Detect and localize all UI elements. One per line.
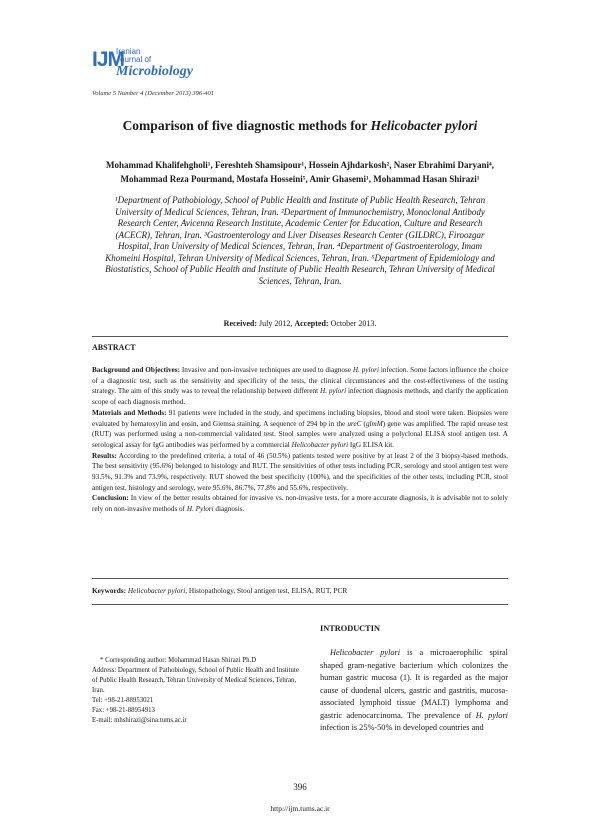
keywords-label: Keywords: bbox=[92, 586, 127, 595]
keywords bbox=[92, 586, 508, 595]
abstract-heading: ABSTRACT bbox=[92, 343, 136, 352]
received-label: Received: bbox=[223, 319, 257, 328]
bg-ital2: H. pylori bbox=[320, 387, 347, 396]
author-line-1: Mohammad Khalifehgholi¹, Fereshteh Shamsipour¹, Hossein Ajhdarkosh², Naser Ebrahimi Daryani⁴, bbox=[105, 160, 494, 170]
divider-bottom bbox=[92, 604, 508, 605]
con-text-2: diagnosis. bbox=[213, 505, 245, 514]
intro-ital1: Helicobacter pylori bbox=[330, 648, 401, 657]
mm-ital3: Helicobacter pylori bbox=[291, 440, 349, 449]
keywords-italic: Helicobacter pylori bbox=[126, 586, 186, 595]
title-text: Comparison of five diagnostic methods for bbox=[122, 118, 371, 133]
divider-mid bbox=[92, 578, 508, 579]
received-dates bbox=[0, 319, 600, 328]
journal-volume: Volume 5 Number 4 (December 2013) 396-401 bbox=[92, 90, 215, 97]
abstract-body bbox=[92, 365, 508, 515]
mm-text-2: ( bbox=[361, 419, 366, 428]
res-label: Results: bbox=[92, 451, 117, 460]
con-label: Conclusion: bbox=[92, 494, 129, 503]
corr-author: * Corresponding author: Mohammad Hasan Shirazi Ph.D bbox=[100, 657, 257, 664]
bg-text-2: infection. Some factors influence the choice of a diagnostic test, such as the sensitivity and specificity of the tests, the clinical circumstances and the cost-effectiveness of the testing strategy. The aim of this study was to reveal the relationship between different bbox=[92, 366, 509, 396]
received-date: July 2012, bbox=[257, 319, 295, 328]
corr-tel: Tel: +98-21-88953021 bbox=[92, 697, 154, 704]
affiliations: ¹Department of Pathobiology, School of Public Health and Institute of Public Health Research, Tehran University of Medical Sciences, Tehran, Iran. ²Department of Immunochemistry, Monoclonal Antibody Research Center, Avicenna Research Institute, Academic Center for Education, Culture and Research (ACECR), Tehran, Iran. ³Gastroenterology and Liver Diseases Research Center (GILDRC), Firoozgar Hospital, Iran University of Medical Sciences, Tehran, Iran. ⁴Department of Gastroenterology, Imam Khomeini Hospital, Tehran University of Medical Sciences, Tehran, Iran. ⁵Department of Epidemiology and Biostatistics, School of Public Health and Institute of Public Health Research, Tehran University of Medical Sciences, Tehran, Iran. bbox=[105, 195, 495, 286]
journal-url[interactable]: http://ijm.tums.ac.ir bbox=[270, 804, 330, 813]
abstract-background bbox=[92, 365, 508, 408]
intro-ital2: H. pylori bbox=[475, 710, 508, 720]
abstract-conclusion bbox=[92, 493, 508, 514]
introduction-heading: INTRODUCTIN bbox=[320, 624, 380, 633]
res-text: According to the predefined criteria, a total of 46 (50.5%) patients tested were positive by at least 2 of the 3 biopsy-based methods. The best sensitivity (95.6%) belonged to histology and RUT. The sensitivities of other tests including PCR, serology and stool antigen test were 93.5%, 91.3% and 73.9%, respectively. RUT showed the best specificity (100%), and the specificities of the other tests, including PCR, stool antigen test, histology and serology, were 95.6%, 86.7%, 77.8% and 55.6%, respectively. bbox=[92, 451, 508, 492]
divider-top bbox=[92, 336, 508, 337]
corr-address: Address: Department of Pathobiology, School of Public Health and Institute of Public Health Research, Tehran University of Medical Sciences, Tehran, Iran. bbox=[92, 667, 299, 694]
journal-logo-microbiology: Microbiology bbox=[116, 64, 193, 79]
journal-logo bbox=[92, 46, 212, 86]
mm-label: Materials and Methods: bbox=[92, 408, 167, 417]
corresponding-author bbox=[92, 656, 306, 726]
corr-fax: Fax: +98-21-88954913 bbox=[92, 707, 155, 714]
accepted-date: October 2013. bbox=[328, 319, 377, 328]
bg-text-3: infection diagnosis methods, and clarify the application scope of each diagnosis method. bbox=[92, 387, 508, 407]
title-italic: Helicobacter pylori bbox=[370, 118, 478, 133]
journal-logo-mark: IJM bbox=[92, 48, 125, 71]
mm-ital: ureC bbox=[347, 419, 362, 428]
page-number: 396 bbox=[293, 782, 307, 792]
author-line-2: Mohammad Reza Pourmand, Mostafa Hosseini⁵, Amir Ghasemi¹, Mohammad Hasan Shirazi¹ bbox=[120, 174, 480, 184]
bg-text-1: Invasive and non-invasive techniques are used to diagnose bbox=[179, 366, 353, 374]
con-text-1: In view of the better results obtained for invasive vs. non-invasive tests, for a more accurate diagnosis, it is advisable not to solely rely on non-invasive methods of bbox=[92, 494, 508, 514]
author-list bbox=[80, 158, 520, 186]
introduction-body bbox=[320, 647, 508, 735]
bg-label: Background and Objectives: bbox=[92, 366, 180, 374]
mm-text-1: 91 patients were included in the study, and specimens including biopsies, blood and stool were taken. Biopsies were evaluated by hematoxylin and eosin, and Giemsa staining. A sequence of 294 bp in the bbox=[92, 408, 508, 428]
journal-logo-line1: Iranian bbox=[116, 47, 141, 56]
corr-email: E-mail: mhshirazi@sina.tums.ac.ir bbox=[92, 717, 187, 724]
abstract-methods bbox=[92, 408, 508, 451]
accepted-label: Accepted: bbox=[294, 319, 329, 328]
keywords-text: , Histopathology, Stool antigen test, ELISA, RUT, PCR bbox=[185, 586, 348, 595]
paper-title bbox=[0, 118, 600, 134]
mm-ital2: glmM bbox=[365, 419, 383, 428]
mm-text-4: IgG ELISA kit. bbox=[348, 440, 395, 449]
mm-text-3: ) gene was amplified. The rapid urease test (RUT) was performed using a non-commercial validated test. Stool samples were analyzed using a polyclonal ELISA stool antigen test. A serological assay for IgG antibodies was performed by a commercial bbox=[92, 419, 508, 449]
intro-text2: infection is 25%-50% in developed countries and bbox=[320, 723, 484, 732]
con-ital: H. Pylori bbox=[186, 505, 214, 514]
intro-text1: is a microaerophilic spiral shaped gram-negative bacterium which colonizes the human gastric mucosa (1). It is regarded as the major cause of duodenal ulcers, gastric and gastritis, mucosa-associated lymphoid tissue (MALT) lymphoma and gastric adenocarcinoma. The prevalence of bbox=[320, 648, 508, 720]
bg-ital: H. pylori bbox=[352, 366, 379, 374]
abstract-results bbox=[92, 451, 508, 494]
journal-logo-line2: Journal of bbox=[116, 55, 152, 64]
journal-logo-text bbox=[116, 48, 151, 64]
